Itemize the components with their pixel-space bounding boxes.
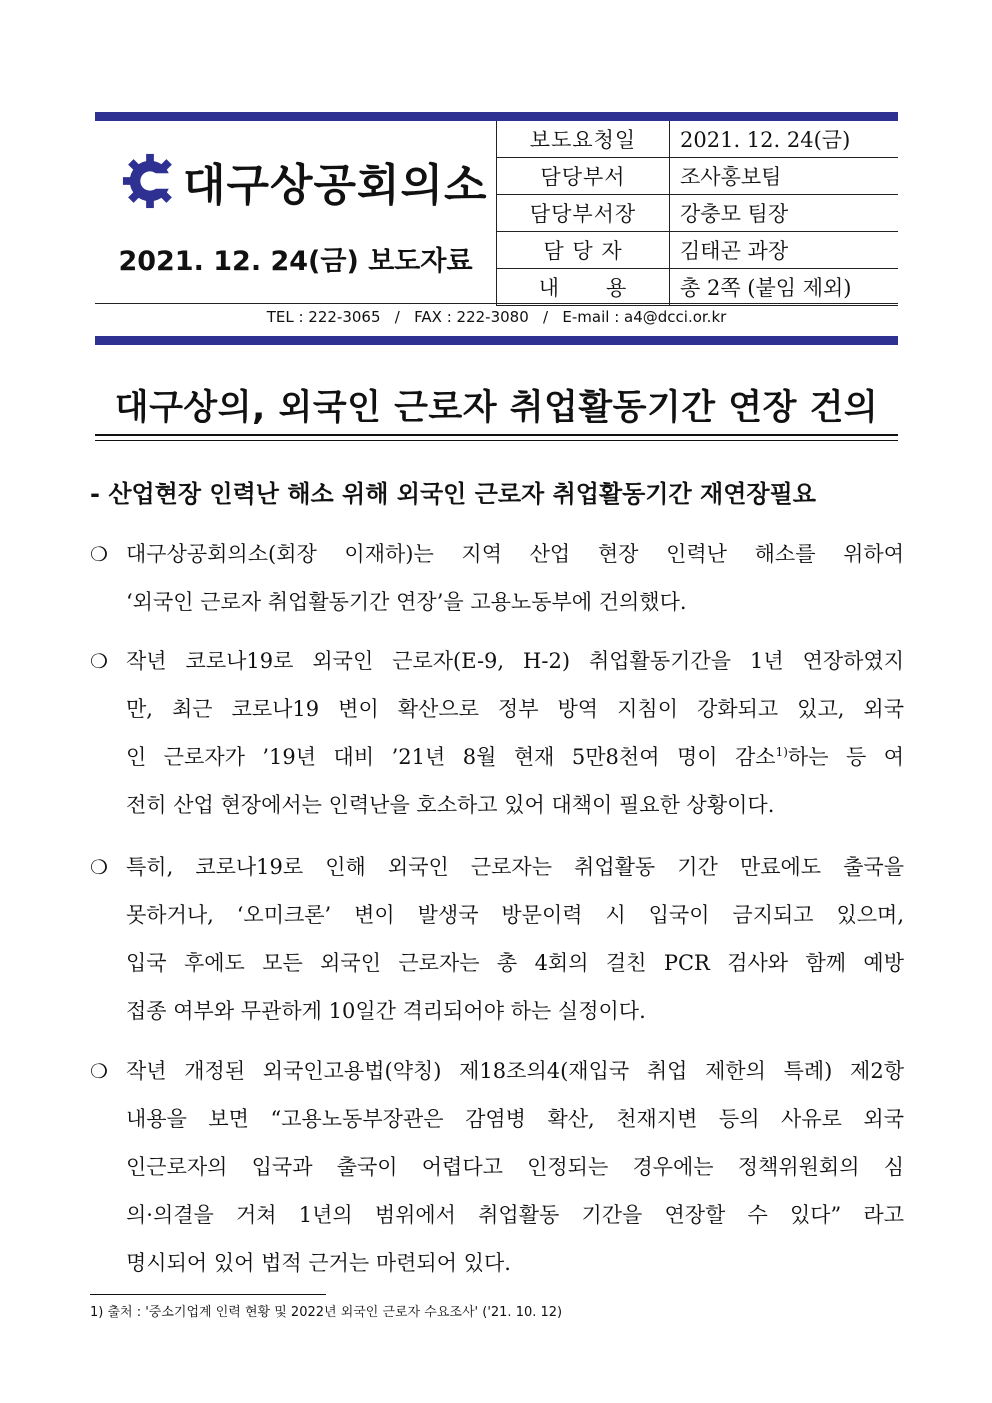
paragraph-line: 접종 여부와 무관하게 10일간 격리되어야 하는 실정이다. bbox=[126, 999, 646, 1023]
info-value: 총 2쪽 (붙임 제외) bbox=[670, 269, 899, 306]
footnote-ref: 1) bbox=[775, 745, 788, 759]
contact-divider bbox=[95, 303, 898, 304]
info-value: 김태곤 과장 bbox=[670, 232, 899, 269]
bullet-icon: ❍ bbox=[90, 542, 108, 566]
info-table bbox=[496, 121, 898, 306]
info-label: 담당부서장 bbox=[497, 195, 670, 232]
paragraph-line bbox=[90, 733, 904, 781]
title-underline bbox=[95, 434, 898, 436]
header-bottom-bar bbox=[95, 336, 898, 345]
org-name: 대구상공회의소 bbox=[183, 160, 488, 211]
paragraph-3 bbox=[90, 843, 904, 1035]
paragraph-1 bbox=[90, 530, 904, 626]
paragraph-text: 하는 등 여 bbox=[787, 745, 904, 769]
org-logo bbox=[121, 149, 488, 213]
info-label: 보도요청일 bbox=[497, 121, 670, 158]
info-label: 담 당 자 bbox=[497, 232, 670, 269]
paragraph-line: 못하거나, ‘오미크론’ 변이 발생국 방문이력 시 입국이 금지되고 있으며, bbox=[126, 903, 904, 927]
gear-icon bbox=[121, 152, 179, 210]
logo-area bbox=[95, 121, 496, 303]
contact-info: TEL : 222-3065 / FAX : 222-3080 / E-mail : a4@dcci.or.kr bbox=[266, 308, 727, 326]
paragraph-line: 대구상공회의소(회장 이재하)는 지역 산업 현장 인력난 해소를 위하여 bbox=[126, 542, 904, 566]
paragraph-line: 작년 코로나19로 외국인 근로자(E-9, H-2) 취업활동기간을 1년 연장하였지 bbox=[126, 649, 904, 673]
paragraph-line: 작년 개정된 외국인고용법(약칭) 제18조의4(재입국 취업 제한의 특례) 제2항 bbox=[126, 1059, 904, 1083]
info-row bbox=[497, 232, 899, 269]
paragraph-line: 전히 산업 현장에서는 인력난을 호소하고 있어 대책이 필요한 상황이다. bbox=[126, 793, 775, 817]
paragraph-4 bbox=[90, 1047, 904, 1287]
page-title: 대구상의, 외국인 근로자 취업활동기간 연장 건의 bbox=[114, 388, 879, 428]
info-value: 강충모 팀장 bbox=[670, 195, 899, 232]
press-release-date: 2021. 12. 24(금) 보도자료 bbox=[118, 246, 473, 277]
info-value: 2021. 12. 24(금) bbox=[670, 121, 899, 158]
paragraph-line: 만, 최근 코로나19 변이 확산으로 정부 방역 지침이 강화되고 있고, 외국 bbox=[126, 697, 904, 721]
info-label: 담당부서 bbox=[497, 158, 670, 195]
title-underline bbox=[95, 440, 898, 441]
bullet-icon: ❍ bbox=[90, 649, 108, 673]
bullet-icon: ❍ bbox=[90, 1059, 108, 1083]
paragraph-line: ‘외국인 근로자 취업활동기간 연장’을 고용노동부에 건의했다. bbox=[126, 590, 687, 614]
header-top-bar bbox=[95, 112, 898, 121]
footnote-divider bbox=[90, 1294, 326, 1295]
info-row bbox=[497, 195, 899, 232]
footnote: 1) 출처 : '중소기업계 인력 현황 및 2022년 외국인 근로자 수요조사' ('21. 10. 12) bbox=[90, 1305, 563, 1320]
paragraph-line: 인근로자의 입국과 출국이 어렵다고 인정되는 경우에는 정책위원회의 심 bbox=[126, 1155, 904, 1179]
info-row bbox=[497, 158, 899, 195]
paragraph-line: 의·의결을 거쳐 1년의 범위에서 취업활동 기간을 연장할 수 있다” 라고 bbox=[126, 1203, 904, 1227]
info-row bbox=[497, 121, 899, 158]
paragraph-line: 내용을 보면 “고용노동부장관은 감염병 확산, 천재지변 등의 사유로 외국 bbox=[126, 1107, 904, 1131]
paragraph-text: 인 근로자가 ’19년 대비 ’21년 8월 현재 5만8천여 명이 감소 bbox=[126, 745, 776, 769]
paragraph-line: 특히, 코로나19로 인해 외국인 근로자는 취업활동 기간 만료에도 출국을 bbox=[126, 855, 904, 879]
paragraph-line: 명시되어 있어 법적 근거는 마련되어 있다. bbox=[126, 1251, 511, 1275]
info-label: 내 용 bbox=[497, 269, 670, 306]
bullet-icon: ❍ bbox=[90, 855, 108, 879]
info-value: 조사홍보팀 bbox=[670, 158, 899, 195]
info-row bbox=[497, 269, 899, 306]
subtitle: - 산업현장 인력난 해소 위해 외국인 근로자 취업활동기간 재연장필요 bbox=[90, 480, 816, 508]
paragraph-line: 입국 후에도 모든 외국인 근로자는 총 4회의 걸친 PCR 검사와 함께 예방 bbox=[126, 951, 904, 975]
paragraph-2 bbox=[90, 637, 904, 829]
